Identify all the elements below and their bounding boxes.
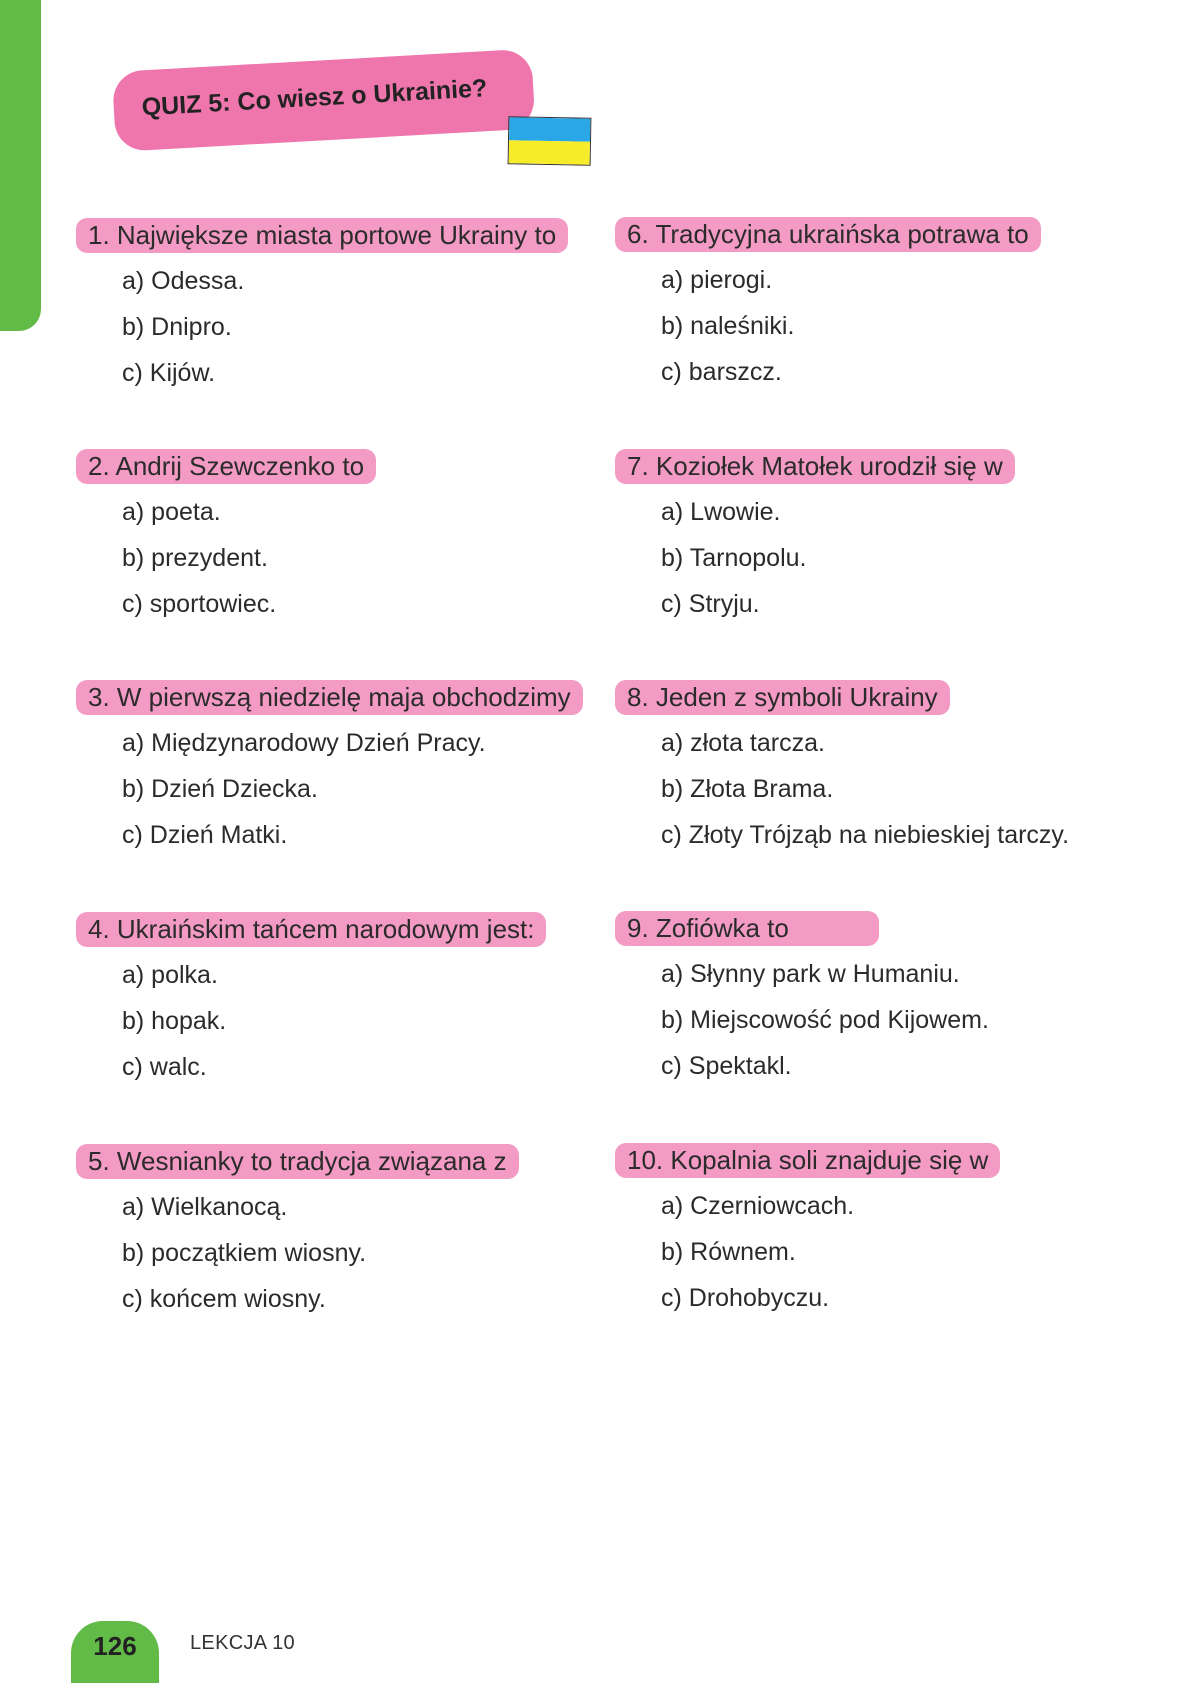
question-label: 2. Andrij Szewczenko to (76, 449, 376, 484)
answer-option[interactable]: c) Dzień Matki. (122, 821, 288, 849)
answer-option[interactable]: a) poeta. (122, 498, 221, 526)
answer-option[interactable]: b) naleśniki. (661, 312, 795, 340)
question-label: 7. Koziołek Matołek urodził się w (615, 449, 1015, 484)
answer-list (76, 497, 596, 619)
answer-option[interactable]: c) barszcz. (661, 358, 782, 386)
question-2 (76, 449, 596, 619)
question-4 (76, 912, 596, 1082)
flag-yellow-stripe (509, 140, 590, 164)
lesson-label: LEKCJA 10 (190, 1632, 295, 1654)
answer-option[interactable]: b) Równem. (661, 1238, 796, 1266)
answer-option[interactable]: c) Złoty Trójząb na niebieskiej tarczy. (661, 821, 1070, 849)
answer-option[interactable]: a) Lwowie. (661, 498, 781, 526)
answer-list (615, 1191, 1135, 1313)
flag-blue-stripe (509, 117, 590, 141)
answer-option[interactable]: c) końcem wiosny. (122, 1285, 326, 1313)
answer-list (615, 497, 1135, 619)
question-label: 1. Największe miasta portowe Ukrainy to (76, 218, 568, 253)
answer-option[interactable]: a) pierogi. (661, 266, 773, 294)
question-label: 3. W pierwszą niedzielę maja obchodzimy (76, 680, 583, 715)
answer-list (615, 959, 1135, 1081)
answer-option[interactable]: a) Słynny park w Humaniu. (661, 960, 960, 988)
answer-option[interactable]: a) Międzynarodowy Dzień Pracy. (122, 729, 486, 757)
answer-option[interactable]: c) Kijów. (122, 359, 216, 387)
question-label: 6. Tradycyjna ukraińska potrawa to (615, 217, 1041, 252)
question-label: 9. Zofiówka to (615, 911, 879, 946)
answer-option[interactable]: c) Spektakl. (661, 1052, 792, 1080)
side-color-tab (0, 0, 41, 331)
question-3 (76, 680, 596, 850)
answer-option[interactable]: a) Wielkanocą. (122, 1193, 288, 1221)
question-label: 4. Ukraińskim tańcem narodowym jest: (76, 912, 546, 947)
answer-option[interactable]: a) polka. (122, 961, 218, 989)
answer-list (76, 728, 596, 850)
answer-list (615, 265, 1135, 387)
answer-option[interactable]: c) Stryju. (661, 590, 760, 618)
answer-option[interactable]: b) prezydent. (122, 544, 268, 572)
question-1 (76, 218, 596, 388)
answer-option[interactable]: a) Odessa. (122, 267, 245, 295)
question-label: 8. Jeden z symboli Ukrainy (615, 680, 950, 715)
answer-option[interactable]: b) Dnipro. (122, 313, 232, 341)
page-number: 126 (71, 1621, 159, 1683)
question-10 (615, 1143, 1135, 1313)
answer-option[interactable]: c) walc. (122, 1053, 207, 1081)
ukraine-flag-icon (508, 116, 592, 165)
answer-option[interactable]: a) złota tarcza. (661, 729, 825, 757)
answer-list (615, 728, 1135, 850)
question-label: 10. Kopalnia soli znajduje się w (615, 1143, 1000, 1178)
question-5 (76, 1144, 596, 1314)
answer-list (76, 1192, 596, 1314)
question-label: 5. Wesnianky to tradycja związana z (76, 1144, 519, 1179)
answer-option[interactable]: c) Drohobyczu. (661, 1284, 830, 1312)
answer-option[interactable]: b) Złota Brama. (661, 775, 834, 803)
quiz-title-banner (112, 49, 536, 152)
answer-option[interactable]: b) hopak. (122, 1007, 227, 1035)
answer-list (76, 960, 596, 1082)
quiz-title: QUIZ 5: Co wiesz o Ukrainie? (141, 74, 488, 122)
question-7 (615, 449, 1135, 619)
question-6 (615, 217, 1135, 387)
answer-option[interactable]: c) sportowiec. (122, 590, 277, 618)
answer-option[interactable]: b) Miejscowość pod Kijowem. (661, 1006, 989, 1034)
answer-option[interactable]: a) Czerniowcach. (661, 1192, 855, 1220)
question-9 (615, 911, 1135, 1081)
answer-list (76, 266, 596, 388)
answer-option[interactable]: b) Dzień Dziecka. (122, 775, 318, 803)
answer-option[interactable]: b) Tarnopolu. (661, 544, 807, 572)
answer-option[interactable]: b) początkiem wiosny. (122, 1239, 367, 1267)
question-8 (615, 680, 1135, 850)
